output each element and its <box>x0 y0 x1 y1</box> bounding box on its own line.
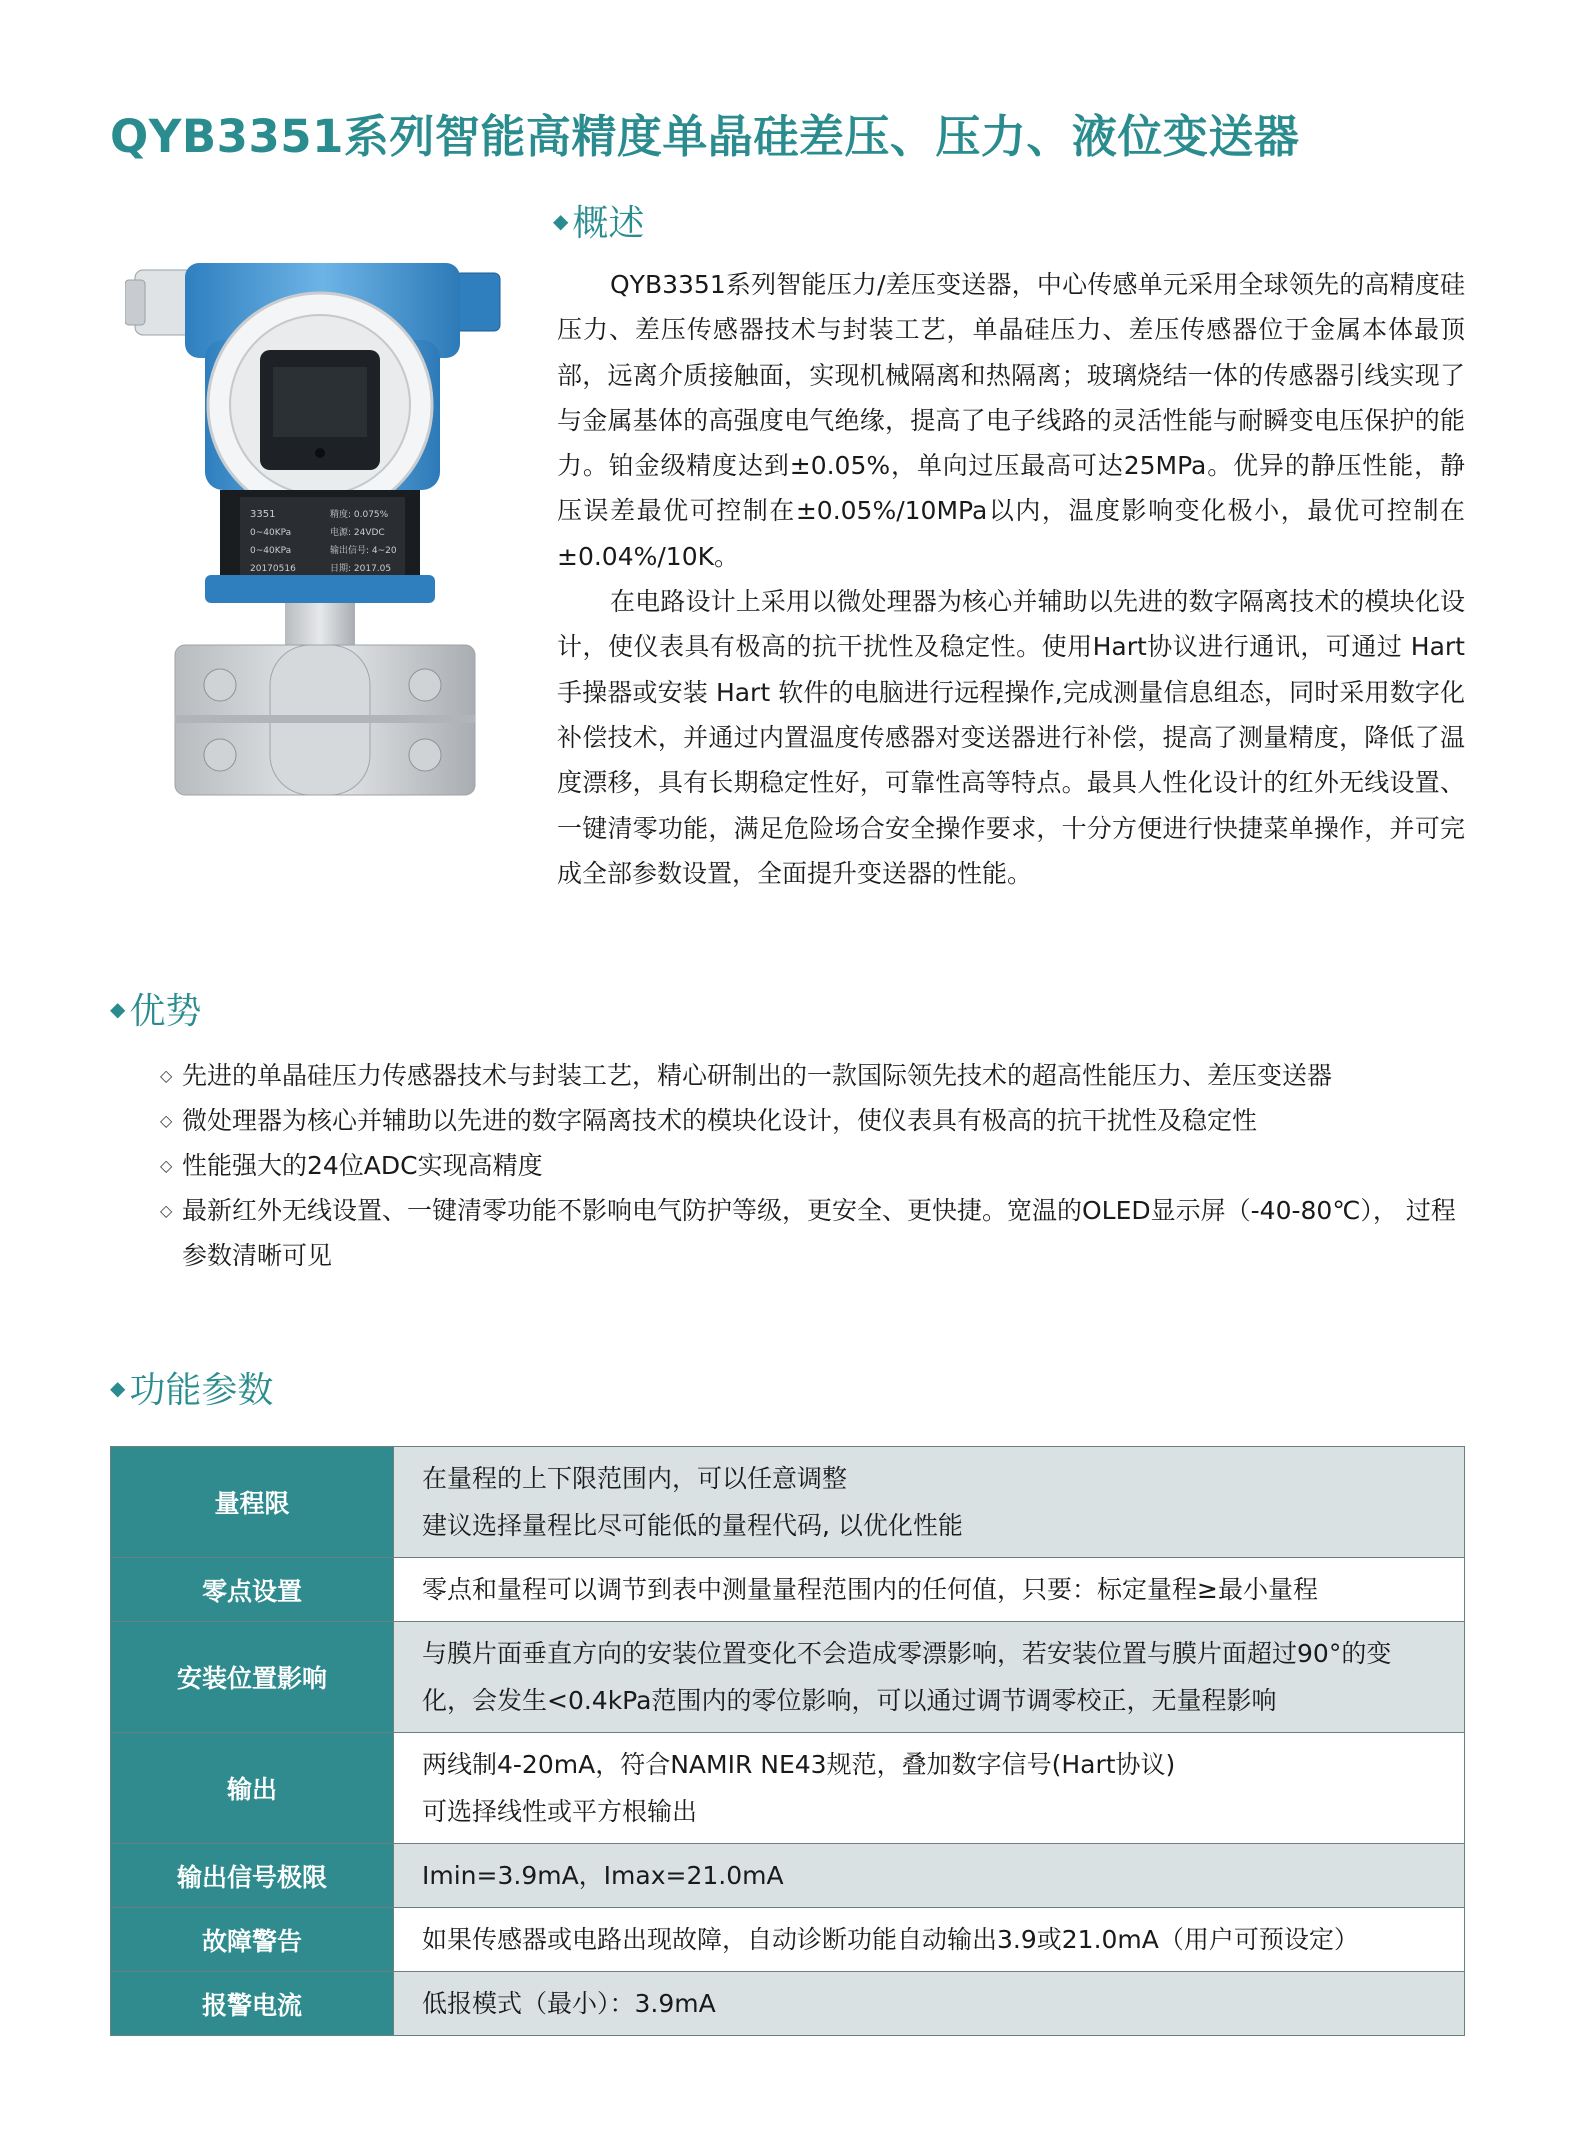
label-range2: 0~40KPa <box>250 546 292 556</box>
label-output: 输出信号: 4~20 <box>330 546 397 556</box>
param-value <box>394 1908 1465 1972</box>
param-value <box>394 1733 1465 1844</box>
param-value <box>394 1972 1465 2036</box>
label-date: 日期: 2017.05 <box>330 564 392 574</box>
label-range: 0~40KPa <box>250 528 292 538</box>
param-value <box>394 1844 1465 1908</box>
params-table <box>110 1446 1465 2036</box>
list-item <box>160 1143 1470 1188</box>
advantage-text: 微处理器为核心并辅助以先进的数字隔离技术的模块化设计，使仪表具有极高的抗干扰性及稳定性 <box>182 1106 1258 1135</box>
params-heading <box>110 1362 273 1413</box>
param-label: 零点设置 <box>111 1558 394 1622</box>
page-title: QYB3351系列智能高精度单晶硅差压、压力、液位变送器 <box>110 110 1300 163</box>
param-line: 两线制4-20mA，符合NAMIR NE43规范，叠加数字信号(Hart协议) <box>422 1750 1176 1779</box>
table-row <box>111 1844 1465 1908</box>
label-model: 3351 <box>250 509 276 520</box>
param-value <box>394 1558 1465 1622</box>
param-label: 输出信号极限 <box>111 1844 394 1908</box>
diamond-icon: ◆ <box>110 1375 126 1400</box>
hollow-diamond-icon: ◇ <box>160 1156 173 1175</box>
label-power: 电源: 24VDC <box>330 528 385 538</box>
param-line: 如果传感器或电路出现故障，自动诊断功能自动输出3.9或21.0mA（用户可预设定） <box>422 1925 1359 1954</box>
transmitter-image <box>125 245 525 805</box>
param-value <box>394 1622 1465 1733</box>
params-heading-label: 功能参数 <box>129 1370 274 1411</box>
param-line: 零点和量程可以调节到表中测量量程范围内的任何值，只要：标定量程≥最小量程 <box>422 1575 1318 1604</box>
table-row <box>111 1622 1465 1733</box>
param-line: 建议选择量程比尽可能低的量程代码, 以优化性能 <box>422 1511 963 1540</box>
overview-paragraph: QYB3351系列智能压力/差压变送器，中心传感单元采用全球领先的高精度硅压力、差压传感器技术与封装工艺，单晶硅压力、差压传感器位于金属本体最顶部，远离介质接触面，实现机械隔离和热隔离；玻璃烧结一体的传感器引线实现了与金属基体的高强度电气绝缘，提高了电子线路的灵活性能与耐瞬变电压保护的能力。铂金级精度达到±0.05%，单向过压最高可达25MPa。优异的静压性能，静压误差最优可控制在±0.05%/10MPa以内，温度影响变化极小，最优可控制在±0.04%/10K。 <box>557 270 1465 571</box>
table-row <box>111 1558 1465 1622</box>
list-item <box>160 1053 1470 1098</box>
overview-paragraph: 在电路设计上采用以微处理器为核心并辅助以先进的数字隔离技术的模块化设计，使仪表具有极高的抗干扰性及稳定性。使用Hart协议进行通讯，可通过 Hart 手操器或安装 Hart 软件的电脑进行远程操作,完成测量信息组态，同时采用数字化补偿技术，并通过内置温度传感器对变送器进行补偿，提高了测量精度，降低了温度漂移，具有长期稳定性好，可靠性高等特点。最具人性化设计的红外无线设置、一键清零功能，满足危险场合安全操作要求，十分方便进行快捷菜单操作，并可完成全部参数设置，全面提升变送器的性能。 <box>557 587 1465 888</box>
list-item <box>160 1188 1470 1278</box>
advantage-text: 最新红外无线设置、一键清零功能不影响电气防护等级，更安全、更快捷。宽温的OLED显示屏（-40-80℃）， 过程参数清晰可见 <box>182 1196 1456 1270</box>
table-row <box>111 1908 1465 1972</box>
overview-heading-label: 概述 <box>572 203 645 244</box>
table-row <box>111 1447 1465 1558</box>
param-line: 可选择线性或平方根输出 <box>422 1797 698 1826</box>
param-label: 输出 <box>111 1733 394 1844</box>
param-line: 在量程的上下限范围内，可以任意调整 <box>422 1464 848 1493</box>
table-row <box>111 1733 1465 1844</box>
param-line: Imin=3.9mA，Imax=21.0mA <box>422 1861 784 1890</box>
label-accuracy: 精度: 0.075% <box>330 510 389 520</box>
param-line: 与膜片面垂直方向的安装位置变化不会造成零漂影响，若安装位置与膜片面超过90°的变化，会发生<0.4kPa范围内的零位影响，可以通过调节调零校正，无量程影响 <box>422 1639 1392 1715</box>
param-label: 安装位置影响 <box>111 1622 394 1733</box>
hollow-diamond-icon: ◇ <box>160 1066 173 1085</box>
hollow-diamond-icon: ◇ <box>160 1111 173 1130</box>
param-line: 低报模式（最小）：3.9mA <box>422 1989 716 2018</box>
advantage-text: 性能强大的24位ADC实现高精度 <box>182 1151 543 1180</box>
advantages-list <box>160 1053 1470 1278</box>
table-row <box>111 1972 1465 2036</box>
list-item <box>160 1098 1470 1143</box>
advantages-heading-label: 优势 <box>129 991 202 1032</box>
hollow-diamond-icon: ◇ <box>160 1201 173 1220</box>
param-label: 故障警告 <box>111 1908 394 1972</box>
overview-heading <box>553 195 644 246</box>
advantage-text: 先进的单晶硅压力传感器技术与封装工艺，精心研制出的一款国际领先技术的超高性能压力、差压变送器 <box>182 1061 1333 1090</box>
diamond-icon: ◆ <box>553 208 569 233</box>
param-value <box>394 1447 1465 1558</box>
label-serial: 20170516 <box>250 564 296 574</box>
param-label: 量程限 <box>111 1447 394 1558</box>
advantages-heading <box>110 983 201 1034</box>
diamond-icon: ◆ <box>110 996 126 1021</box>
param-label: 报警电流 <box>111 1972 394 2036</box>
overview-body <box>557 262 1465 896</box>
